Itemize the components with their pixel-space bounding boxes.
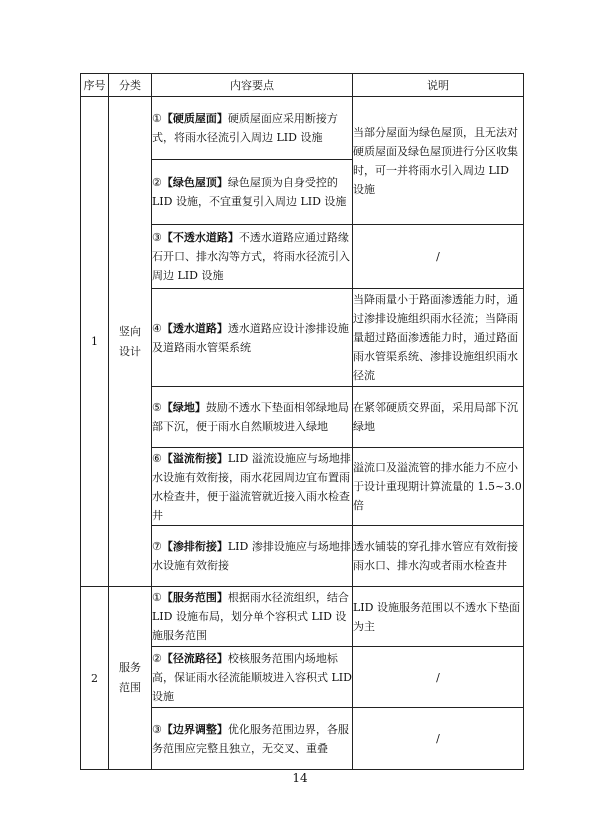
item-keyword: 【服务范围】: [161, 591, 228, 604]
row-number: 2: [81, 587, 109, 770]
content-item: [152, 708, 353, 770]
item-keyword: 【边界调整】: [161, 722, 228, 736]
item-marker: ④: [152, 321, 162, 335]
item-marker: ①: [152, 591, 162, 604]
item-marker: ②: [152, 176, 162, 189]
note-cell: 溢流口及溢流管的排水能力不应小于设计重现期计算流量的 1.5~3.0 倍: [353, 448, 524, 526]
item-keyword: 【绿色屋顶】: [161, 176, 228, 189]
header-notes: 说明: [353, 74, 524, 97]
content-item: [152, 526, 353, 587]
header-category: 分类: [109, 74, 152, 97]
item-marker: ③: [152, 231, 162, 244]
requirements-table: [80, 73, 524, 770]
item-text: 鼓励不透水下垫面相邻绿地局部下沉，便于雨水自然顺坡进入绿地: [152, 401, 349, 433]
item-text: 透水道路应设计渗排设施及道路雨水管渠系统: [152, 321, 349, 354]
item-text: 不透水道路应通过路缘石开口、排水沟等方式，将雨水径流引入周边 LID 设施: [152, 231, 350, 282]
item-marker: ②: [152, 651, 162, 665]
item-keyword: 【渗排衔接】: [161, 540, 228, 553]
item-text: 硬质屋面应采用断接方式，将雨水径流引入周边 LID 设施: [152, 112, 338, 144]
content-item: [152, 587, 353, 647]
note-cell: 当降雨量小于路面渗透能力时，通过渗排设施组织雨水径流；当降雨量超过路面渗透能力时，通过路面雨水管渠系统、渗排设施组织雨水径流: [353, 289, 524, 387]
item-marker: ⑤: [152, 401, 162, 414]
item-text: LID 溢流设施应与场地排水设施有效衔接，雨水花园周边宜布置雨水检查井，便于溢流管就近接入雨水检查井: [152, 451, 351, 522]
content-item: [152, 448, 353, 526]
table-row: [81, 587, 524, 647]
category-label: 竖向设计: [119, 324, 141, 358]
item-text: 校核服务范围内场地标高，保证雨水径流能顺坡进入容积式 LID 设施: [152, 651, 352, 703]
item-marker: ⑥: [152, 451, 162, 465]
header-number: 序号: [81, 74, 109, 97]
note-cell: 透水铺装的穿孔排水管应有效衔接雨水口、排水沟或者雨水检查井: [353, 526, 524, 587]
row-number: 1: [81, 97, 109, 587]
note-cell: /: [353, 647, 524, 708]
item-keyword: 【透水道路】: [161, 321, 228, 335]
item-text: 根据雨水径流组织，结合 LID 设施布局，划分单个容积式 LID 设施服务范围: [152, 591, 349, 642]
note-cell: 当部分屋面为绿色屋顶，且无法对硬质屋面及绿色屋顶进行分区收集时，可一并将雨水引入周边 LID 设施: [353, 97, 524, 225]
item-keyword: 【硬质屋面】: [161, 112, 228, 125]
item-keyword: 【不透水道路】: [161, 231, 239, 244]
item-marker: ⑦: [152, 540, 162, 553]
content-item: [152, 160, 353, 225]
note-cell: /: [353, 225, 524, 289]
item-marker: ③: [152, 722, 162, 736]
item-text: 优化服务范围边界，各服务范围应完整且独立，无交叉、重叠: [152, 722, 349, 755]
table-row: [81, 97, 524, 160]
note-cell: /: [353, 708, 524, 770]
header-content: 内容要点: [152, 74, 353, 97]
item-text: LID 渗排设施应与场地排水设施有效衔接: [152, 540, 351, 572]
item-keyword: 【溢流衔接】: [161, 451, 228, 465]
content-item: [152, 225, 353, 289]
row-category: [109, 97, 152, 587]
item-keyword: 【绿地】: [161, 401, 206, 414]
note-cell: LID 设施服务范围以不透水下垫面为主: [353, 587, 524, 647]
item-text: 绿色屋顶为自身受控的 LID 设施，不宜重复引入周边 LID 设施: [152, 176, 347, 208]
content-item: [152, 647, 353, 708]
content-item: [152, 289, 353, 387]
content-item: [152, 97, 353, 160]
item-keyword: 【径流路径】: [161, 651, 228, 665]
content-item: [152, 387, 353, 448]
item-marker: ①: [152, 112, 162, 125]
header-row: [81, 74, 524, 97]
page-number: 14: [292, 771, 308, 785]
note-cell: 在紧邻硬质交界面，采用局部下沉绿地: [353, 387, 524, 448]
row-category: [109, 587, 152, 770]
category-label: 服务范围: [119, 661, 141, 694]
